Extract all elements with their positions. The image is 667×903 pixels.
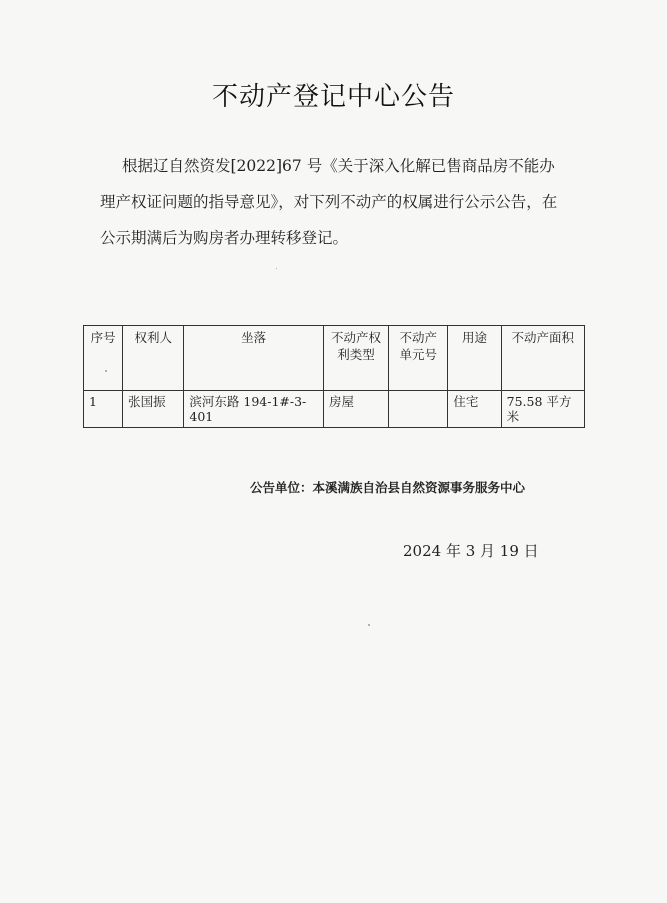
header-seq: 序号 <box>84 326 123 391</box>
header-usage: 用途 <box>448 326 501 391</box>
page-title: 不动产登记中心公告 <box>211 82 455 112</box>
scan-speck <box>105 370 107 372</box>
cell-usage: 住宅 <box>448 391 501 428</box>
cell-right-type: 房屋 <box>323 391 388 428</box>
property-table <box>83 325 585 428</box>
cell-unit-number <box>389 391 448 428</box>
body-line-2: 理产权证问题的指导意见》，对下列不动产的权属进行公示公告，在 <box>100 193 558 211</box>
cell-location: 滨河东路 194-1#-3-401 <box>184 391 324 428</box>
cell-area: 75.58 平方米 <box>501 391 584 428</box>
scan-speck <box>276 268 277 269</box>
body-line-1: 根据辽自然资发[2022]67 号《关于深入化解已售商品房不能办 <box>122 157 555 175</box>
notice-date: 2024 年 3 月 19 日 <box>403 542 539 560</box>
table-header-row <box>84 326 585 391</box>
header-location: 坐落 <box>184 326 324 391</box>
cell-owner: 张国振 <box>123 391 184 428</box>
notice-body <box>100 148 570 256</box>
scan-speck <box>368 624 370 626</box>
issuer-line: 公告单位：本溪满族自治县自然资源事务服务中心 <box>250 480 526 495</box>
header-unit-number: 不动产 单元号 <box>389 326 448 391</box>
table-row <box>84 391 585 428</box>
header-area: 不动产面积 <box>501 326 584 391</box>
body-line-3: 公示期满后为购房者办理转移登记。 <box>100 229 349 247</box>
cell-seq: 1 <box>84 391 123 428</box>
header-owner: 权利人 <box>123 326 184 391</box>
header-right-type: 不动产权 利类型 <box>323 326 388 391</box>
